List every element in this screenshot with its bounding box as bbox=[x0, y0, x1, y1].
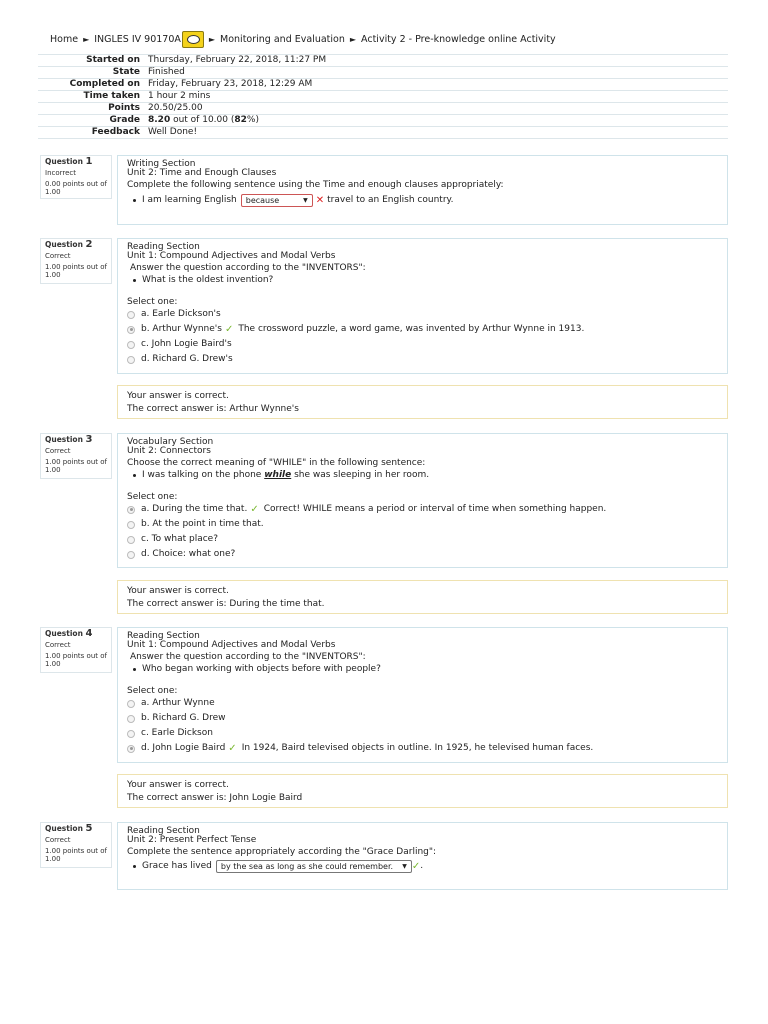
question-section: Reading Section bbox=[127, 826, 200, 836]
summary-label: Completed on bbox=[38, 79, 148, 91]
correct-answer-text: The correct answer is: Arthur Wynne's bbox=[127, 404, 299, 414]
breadcrumb-arrow-icon: ► bbox=[83, 35, 90, 44]
answer-option[interactable] bbox=[127, 696, 718, 711]
question-unit: Unit 2: Time and Enough Clauses bbox=[127, 168, 277, 178]
question-prompt: Choose the correct meaning of "WHILE" in the following sentence: bbox=[127, 458, 426, 468]
list-item bbox=[133, 194, 718, 207]
question-label: Question bbox=[45, 824, 83, 833]
question-state: Correct bbox=[45, 836, 71, 844]
check-mark-icon: ✓ bbox=[411, 861, 421, 872]
chat-bubble-icon bbox=[182, 31, 204, 48]
select-one-label: Select one: bbox=[127, 297, 178, 307]
radio-button[interactable] bbox=[127, 730, 135, 738]
sentence-start: I am learning English bbox=[142, 195, 237, 205]
bullet-icon bbox=[133, 865, 136, 868]
question-content bbox=[117, 238, 728, 374]
question-num: 4 bbox=[85, 628, 93, 639]
question-info bbox=[40, 627, 112, 673]
option-label: a. Earle Dickson's bbox=[141, 309, 221, 319]
list-item bbox=[133, 860, 718, 873]
summary-row bbox=[38, 55, 728, 67]
answer-feedback bbox=[117, 774, 728, 808]
answer-dropdown[interactable] bbox=[216, 860, 412, 873]
incorrect-x-icon: ✕ bbox=[315, 195, 325, 206]
question-label: Question bbox=[45, 157, 83, 166]
answer-option[interactable] bbox=[127, 307, 718, 322]
option-label: d. Choice: what one? bbox=[141, 549, 236, 559]
summary-value: Well Done! bbox=[148, 127, 728, 139]
radio-button[interactable] bbox=[127, 536, 135, 544]
question-prompt: Complete the following sentence using the Time and enough clauses appropriately: bbox=[127, 180, 504, 190]
breadcrumb-arrow-icon: ► bbox=[349, 35, 357, 44]
bullet-icon bbox=[133, 668, 136, 671]
list-item bbox=[133, 665, 718, 674]
select-one-label: Select one: bbox=[127, 686, 178, 696]
option-label: b. At the point in time that. bbox=[141, 519, 264, 529]
check-mark-icon: ✓ bbox=[250, 504, 259, 515]
breadcrumb-course-link[interactable]: INGLES IV 90170A bbox=[94, 34, 181, 45]
radio-button[interactable] bbox=[127, 521, 135, 529]
result-text: Your answer is correct. bbox=[127, 586, 229, 596]
answer-option[interactable] bbox=[127, 502, 718, 517]
radio-button[interactable] bbox=[127, 356, 135, 364]
question-prompt: Complete the sentence appropriately according the "Grace Darling": bbox=[127, 847, 437, 857]
summary-row bbox=[38, 79, 728, 91]
question-content bbox=[117, 627, 728, 763]
question-unit: Unit 1: Compound Adjectives and Modal Verbs bbox=[127, 251, 336, 261]
question-num: 2 bbox=[85, 239, 93, 250]
answer-option[interactable] bbox=[127, 711, 718, 726]
question-state: Correct bbox=[45, 447, 71, 455]
option-label: b. Richard G. Drew bbox=[141, 713, 226, 723]
option-label: c. John Logie Baird's bbox=[141, 339, 232, 349]
summary-row bbox=[38, 127, 728, 139]
question-number bbox=[45, 825, 107, 833]
check-mark-icon: ✓ bbox=[224, 324, 234, 335]
question-info bbox=[40, 433, 112, 479]
dropdown-value: by the sea as long as she could remember. bbox=[220, 862, 394, 871]
attempt-summary-table bbox=[38, 54, 728, 139]
correct-answer-text: The correct answer is: During the time that. bbox=[127, 599, 325, 609]
question-prompt: Answer the question according to the "INVENTORS": bbox=[130, 652, 366, 662]
breadcrumb-section-link[interactable]: Monitoring and Evaluation bbox=[220, 34, 345, 45]
question-content bbox=[117, 822, 728, 890]
option-label: c. To what place? bbox=[141, 534, 218, 544]
answer-option[interactable] bbox=[127, 741, 718, 756]
question-section: Vocabulary Section bbox=[127, 437, 214, 447]
question-num: 5 bbox=[85, 823, 93, 834]
question-points: 1.00 points out of 1.00 bbox=[45, 263, 107, 279]
summary-value: 1 hour 2 mins bbox=[148, 91, 728, 103]
sentence-end: she was sleeping in her room. bbox=[294, 470, 430, 480]
answer-option[interactable] bbox=[127, 322, 718, 337]
question-content bbox=[117, 433, 728, 568]
answer-option[interactable] bbox=[127, 547, 718, 562]
question-text: Who began working with objects before with people? bbox=[142, 664, 381, 674]
question-unit: Unit 2: Connectors bbox=[127, 446, 211, 456]
question-section: Reading Section bbox=[127, 242, 200, 252]
bullet-icon bbox=[133, 199, 136, 202]
question-prompt: Answer the question according to the "INVENTORS": bbox=[130, 263, 366, 273]
radio-button[interactable] bbox=[127, 326, 135, 334]
summary-value: Friday, February 23, 2018, 12:29 AM bbox=[148, 79, 728, 91]
question-info bbox=[40, 155, 112, 199]
option-label: d. John Logie Baird bbox=[141, 743, 226, 753]
bullet-icon bbox=[133, 474, 136, 477]
sentence-end: travel to an English country. bbox=[327, 195, 454, 205]
option-label: c. Earle Dickson bbox=[141, 728, 213, 738]
question-info bbox=[40, 238, 112, 284]
summary-row bbox=[38, 67, 728, 79]
question-number bbox=[45, 241, 107, 249]
question-content bbox=[117, 155, 728, 225]
question-number bbox=[45, 158, 107, 166]
question-section: Reading Section bbox=[127, 631, 200, 641]
breadcrumb-activity-link[interactable]: Activity 2 - Pre-knowledge online Activity bbox=[361, 34, 556, 45]
grade-percent: 82 bbox=[234, 115, 247, 125]
correct-answer-text: The correct answer is: John Logie Baird bbox=[127, 793, 303, 803]
breadcrumb-arrow-icon: ► bbox=[208, 35, 216, 44]
summary-label: Points bbox=[38, 103, 148, 115]
summary-row bbox=[38, 115, 728, 127]
question-state: Correct bbox=[45, 641, 71, 649]
summary-label: State bbox=[38, 67, 148, 79]
summary-label: Started on bbox=[38, 55, 148, 67]
radio-button[interactable] bbox=[127, 506, 135, 514]
sentence-start: Grace has lived bbox=[142, 861, 212, 871]
result-text: Your answer is correct. bbox=[127, 391, 229, 401]
question-info bbox=[40, 822, 112, 868]
summary-label: Feedback bbox=[38, 127, 148, 139]
summary-value: 20.50/25.00 bbox=[148, 103, 728, 115]
option-feedback: The crossword puzzle, a word game, was invented by Arthur Wynne in 1913. bbox=[238, 324, 585, 334]
option-feedback: In 1924, Baird televised objects in outline. In 1925, he televised human faces. bbox=[241, 743, 594, 753]
answer-option[interactable] bbox=[127, 337, 718, 352]
highlighted-word: while bbox=[264, 470, 292, 480]
answer-option[interactable] bbox=[127, 532, 718, 547]
summary-value: Finished bbox=[148, 67, 728, 79]
radio-button[interactable] bbox=[127, 715, 135, 723]
summary-row bbox=[38, 91, 728, 103]
question-points: 1.00 points out of 1.00 bbox=[45, 652, 107, 668]
question-points: 0.00 points out of 1.00 bbox=[45, 180, 107, 196]
answer-option[interactable] bbox=[127, 726, 718, 741]
question-number bbox=[45, 436, 107, 444]
question-unit: Unit 1: Compound Adjectives and Modal Verbs bbox=[127, 640, 336, 650]
question-label: Question bbox=[45, 435, 83, 444]
radio-button[interactable] bbox=[127, 341, 135, 349]
list-item bbox=[133, 276, 718, 285]
option-label: d. Richard G. Drew's bbox=[141, 354, 233, 364]
sentence-end: . bbox=[420, 861, 424, 871]
question-number bbox=[45, 630, 107, 638]
summary-row bbox=[38, 103, 728, 115]
question-label: Question bbox=[45, 629, 83, 638]
question-state: Correct bbox=[45, 252, 71, 260]
check-mark-icon: ✓ bbox=[228, 743, 237, 754]
question-label: Question bbox=[45, 240, 83, 249]
breadcrumb bbox=[50, 31, 556, 48]
dropdown-arrow-icon: ▼ bbox=[303, 197, 308, 204]
radio-button[interactable] bbox=[127, 700, 135, 708]
answer-option[interactable] bbox=[127, 352, 718, 367]
summary-value bbox=[148, 115, 728, 127]
list-item bbox=[133, 471, 718, 480]
question-section: Writing Section bbox=[127, 159, 196, 169]
answer-option[interactable] bbox=[127, 517, 718, 532]
grade-text: %) bbox=[246, 115, 259, 125]
question-state: Incorrect bbox=[45, 169, 77, 177]
option-label: a. Arthur Wynne bbox=[141, 698, 215, 708]
answer-feedback bbox=[117, 385, 728, 419]
question-points: 1.00 points out of 1.00 bbox=[45, 847, 107, 863]
bullet-icon bbox=[133, 279, 136, 282]
grade-text: out of 10.00 ( bbox=[170, 115, 235, 125]
question-text: What is the oldest invention? bbox=[142, 275, 274, 285]
question-num: 3 bbox=[85, 434, 93, 445]
summary-label: Time taken bbox=[38, 91, 148, 103]
breadcrumb-home-link[interactable]: Home bbox=[50, 34, 79, 45]
grade-value: 8.20 bbox=[148, 115, 171, 125]
radio-button[interactable] bbox=[127, 311, 135, 319]
radio-button[interactable] bbox=[127, 745, 135, 753]
summary-value: Thursday, February 22, 2018, 11:27 PM bbox=[148, 55, 728, 67]
question-points: 1.00 points out of 1.00 bbox=[45, 458, 107, 474]
select-one-label: Select one: bbox=[127, 492, 178, 502]
question-num: 1 bbox=[85, 156, 93, 167]
question-unit: Unit 2: Present Perfect Tense bbox=[127, 835, 257, 845]
option-label: b. Arthur Wynne's bbox=[141, 324, 222, 334]
answer-feedback bbox=[117, 580, 728, 614]
answer-dropdown[interactable] bbox=[241, 194, 313, 207]
radio-button[interactable] bbox=[127, 551, 135, 559]
option-feedback: Correct! WHILE means a period or interval of time when something happen. bbox=[263, 504, 607, 514]
sentence-start: I was talking on the phone bbox=[142, 470, 262, 480]
dropdown-value: because bbox=[245, 196, 280, 205]
result-text: Your answer is correct. bbox=[127, 780, 229, 790]
summary-label: Grade bbox=[38, 115, 148, 127]
option-label: a. During the time that. bbox=[141, 504, 248, 514]
dropdown-arrow-icon: ▼ bbox=[402, 863, 407, 870]
